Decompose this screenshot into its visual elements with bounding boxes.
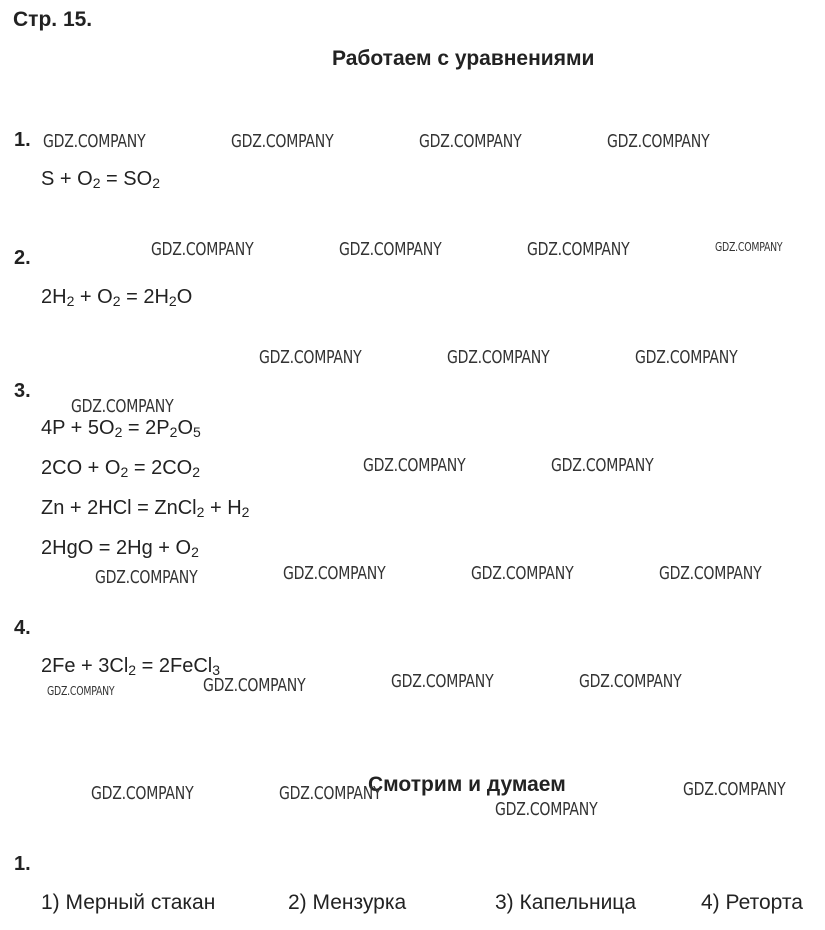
task-number: 1. — [14, 129, 31, 151]
equation: Zn + 2HCl = ZnCl$_2$ + $H_2$ — [41, 497, 250, 520]
section-title-observe: Смотрим и думаем — [368, 773, 566, 796]
watermark: GDZ.COMPANY — [551, 455, 654, 476]
subscript: 5 — [193, 424, 201, 440]
watermark: GDZ.COMPANY — [579, 671, 682, 692]
watermark: GDZ.COMPANY — [495, 799, 598, 820]
equation: $2HgO = 2Hg + O_2$ — [41, 537, 199, 560]
task-number: 2. — [14, 247, 31, 269]
answer-item: 2) Мензурка — [288, 891, 407, 914]
subscript: 2 — [92, 175, 101, 191]
watermark: GDZ.COMPANY — [43, 131, 146, 152]
subscript: 2 — [192, 464, 200, 480]
subscript: 2 — [152, 175, 160, 191]
watermark: GDZ.COMPANY — [659, 563, 762, 584]
watermark: GDZ.COMPANY — [447, 347, 550, 368]
subscript: 2 — [196, 504, 205, 520]
subscript: 2 — [120, 464, 129, 480]
task-number: 4. — [14, 617, 31, 639]
watermark: GDZ.COMPANY — [471, 563, 574, 584]
watermark: GDZ.COMPANY — [95, 567, 198, 588]
watermark: GDZ.COMPANY — [231, 131, 334, 152]
watermark: GDZ.COMPANY — [203, 675, 306, 696]
watermark: GDZ.COMPANY — [363, 455, 466, 476]
watermark: GDZ.COMPANY — [635, 347, 738, 368]
section-title-equations: Работаем с уравнениями — [332, 47, 595, 70]
watermark: GDZ.COMPANY — [527, 239, 630, 260]
answer-item: 3) Капельница — [495, 891, 637, 914]
watermark: GDZ.COMPANY — [419, 131, 522, 152]
watermark: GDZ.COMPANY — [683, 779, 786, 800]
watermark: GDZ.COMPANY — [259, 347, 362, 368]
watermark: GDZ.COMPANY — [71, 396, 174, 417]
subscript: 2 — [191, 544, 199, 560]
task-number: 1. — [14, 853, 31, 875]
equation: $S + O_2 = SO_2$ — [41, 168, 160, 191]
watermark: GDZ.COMPANY — [47, 684, 115, 698]
subscript: 2 — [66, 293, 75, 309]
task-number: 3. — [14, 380, 31, 402]
watermark: GDZ.COMPANY — [339, 239, 442, 260]
subscript: 2 — [241, 504, 250, 520]
subscript: 2 — [168, 293, 177, 309]
watermark: GDZ.COMPANY — [607, 131, 710, 152]
equation: $2Fe + 3Cl_2$ = 2FeCl$_3$ — [41, 655, 221, 678]
subscript: 2 — [169, 424, 178, 440]
subscript: 2 — [114, 424, 123, 440]
answer-item: 4) Реторта — [701, 891, 803, 914]
subscript: 3 — [212, 662, 221, 678]
equation: $4P + 5O_2 = 2P_2O_5$ — [41, 417, 201, 440]
watermark: GDZ.COMPANY — [391, 671, 494, 692]
watermark: GDZ.COMPANY — [279, 783, 382, 804]
equation: $2H_2 + O_2 = 2H_2O$ — [41, 286, 193, 309]
watermark: GDZ.COMPANY — [151, 239, 254, 260]
answer-item: 1) Мерный стакан — [41, 891, 216, 914]
subscript: 2 — [112, 293, 121, 309]
watermark: GDZ.COMPANY — [283, 563, 386, 584]
watermark: GDZ.COMPANY — [91, 783, 194, 804]
watermark: GDZ.COMPANY — [715, 240, 783, 254]
equation: $2CO + O_2 = 2CO_2$ — [41, 457, 200, 480]
page-reference: Стр. 15. — [13, 8, 93, 31]
subscript: 2 — [128, 662, 137, 678]
